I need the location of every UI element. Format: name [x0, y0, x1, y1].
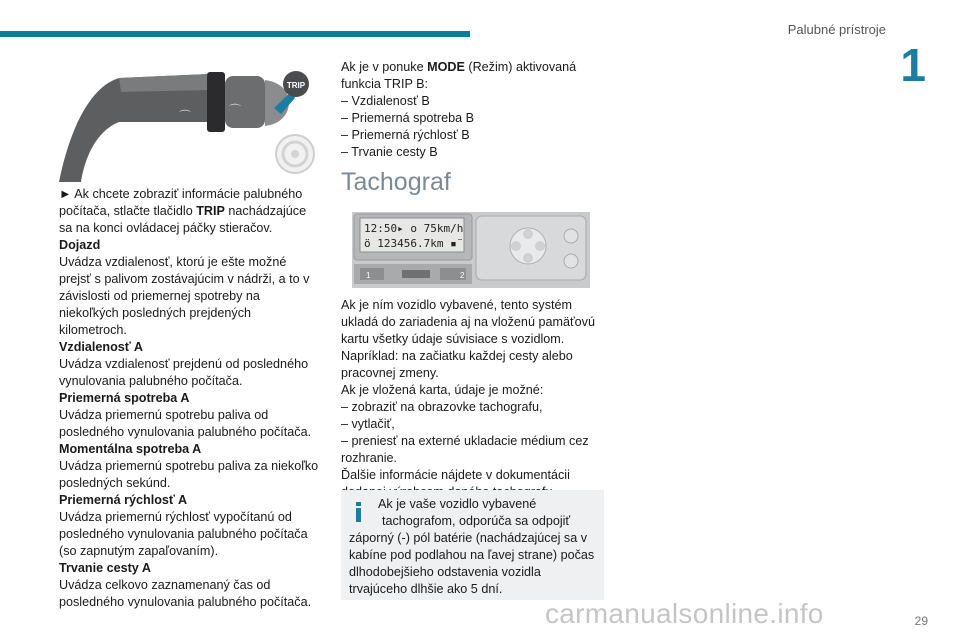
trip-button-label: TRIP [286, 81, 306, 90]
item-title: Priemerná rýchlosť A [59, 493, 188, 507]
arrow-icon: ► [59, 187, 72, 201]
list-item: – Priemerná rýchlosť B [341, 128, 470, 142]
item-title: Priemerná spotreba A [59, 391, 190, 405]
paragraph: Napríklad: na začiatku každej cesty alebo pracovnej zmeny. [341, 349, 573, 380]
tachograph-heading: Tachograf [341, 168, 451, 196]
paragraph: Ak je ním vozidlo vybavené, tento systém ukladá do zariadenia aj na vloženú pamäťovú kartu všetky údaje súvisiace s vozidlom. [341, 298, 595, 346]
item-text: Uvádza celkovo zaznamenaný čas od posledného vynulovania palubného počítača. [59, 578, 312, 609]
trip-bold: TRIP [196, 204, 225, 218]
svg-text:⌒: ⌒ [229, 103, 242, 117]
item-title: Trvanie cesty A [59, 561, 151, 575]
list-item: – Trvanie cesty B [341, 145, 438, 159]
list-item: – Priemerná spotreba B [341, 111, 475, 125]
info-rest: tachografom, odporúča sa odpojiť záporný (-) pól batérie (nachádzajúcej sa v kabíne pod podlahou na ľavej strane) počas dlhodobejšieho odstavenia vozidla trvajúceho dlhšie ako 5 dní. [349, 514, 595, 596]
page-number: 29 [914, 614, 928, 628]
info-box [341, 490, 604, 600]
watermark: carmanualsonline.info [545, 598, 824, 629]
right-column-top [341, 59, 603, 161]
item-title: Momentálna spotreba A [59, 442, 202, 456]
tacho-display-line2: ö 123456.7km ▪̈ [364, 237, 457, 250]
list-item: – zobraziť na obrazovke tachografu, [341, 400, 543, 414]
intro-paragraph: ► Ak chcete zobraziť informácie palubného počítača, stlačte tlačidlo TRIP nachádzajúce sa na konci ovládacej páčky stieračov. [59, 187, 307, 235]
chapter-number: 1 [900, 39, 926, 91]
list-item: – vytlačiť, [341, 417, 395, 431]
item-title: Dojazd [59, 238, 101, 252]
item-text: Uvádza vzdialenosť, ktorú je ešte možné prejsť s palivom zostávajúcim v nádrži, a to v závislosti od priemernej spotreby na niekoľkých posledných prejdených kilometroch. [59, 255, 310, 337]
info-text [349, 496, 599, 598]
tacho-display-line1: 12:50▸ o 75km/h [364, 222, 464, 235]
left-column [59, 186, 321, 611]
list-item: – preniesť na externé ukladacie médium cez rozhranie. [341, 434, 589, 465]
list-item: – Vzdialenosť B [341, 94, 430, 108]
item-text: Uvádza priemernú spotrebu paliva za niekoľko posledných sekúnd. [59, 459, 319, 490]
tacho-slot-1: 1 [366, 271, 371, 280]
header-accent-bar [0, 31, 470, 37]
tachograph-heading-wrap [341, 168, 451, 197]
item-text: Uvádza vzdialenosť prejdenú od posledného vynulovania palubného počítača. [59, 357, 309, 388]
mode-paragraph: Ak je v ponuke MODE (Režim) aktivovaná funkcia TRIP B: [341, 60, 577, 91]
right-column-body [341, 297, 603, 501]
item-title: Vzdialenosť A [59, 340, 143, 354]
item-text: Uvádza priemernú spotrebu paliva od posledného vynulovania palubného počítača. [59, 408, 312, 439]
section-title: Palubné prístroje [787, 22, 886, 37]
info-line1: Ak je vaše vozidlo vybavené [378, 497, 537, 511]
paragraph: Ďalšie informácie nájdete v dokumentácii [341, 468, 570, 482]
paragraph: Ak je vložená karta, údaje je možné: [341, 383, 544, 397]
wiper-stalk-illustration [59, 62, 321, 182]
tacho-slot-2: 2 [460, 271, 465, 280]
svg-text:⌒: ⌒ [179, 109, 192, 123]
tachograph-illustration [352, 212, 590, 288]
item-text: Uvádza priemernú rýchlosť vypočítanú od posledného vynulovania palubného počítača (so zapnutým zapaľovaním). [59, 510, 308, 558]
